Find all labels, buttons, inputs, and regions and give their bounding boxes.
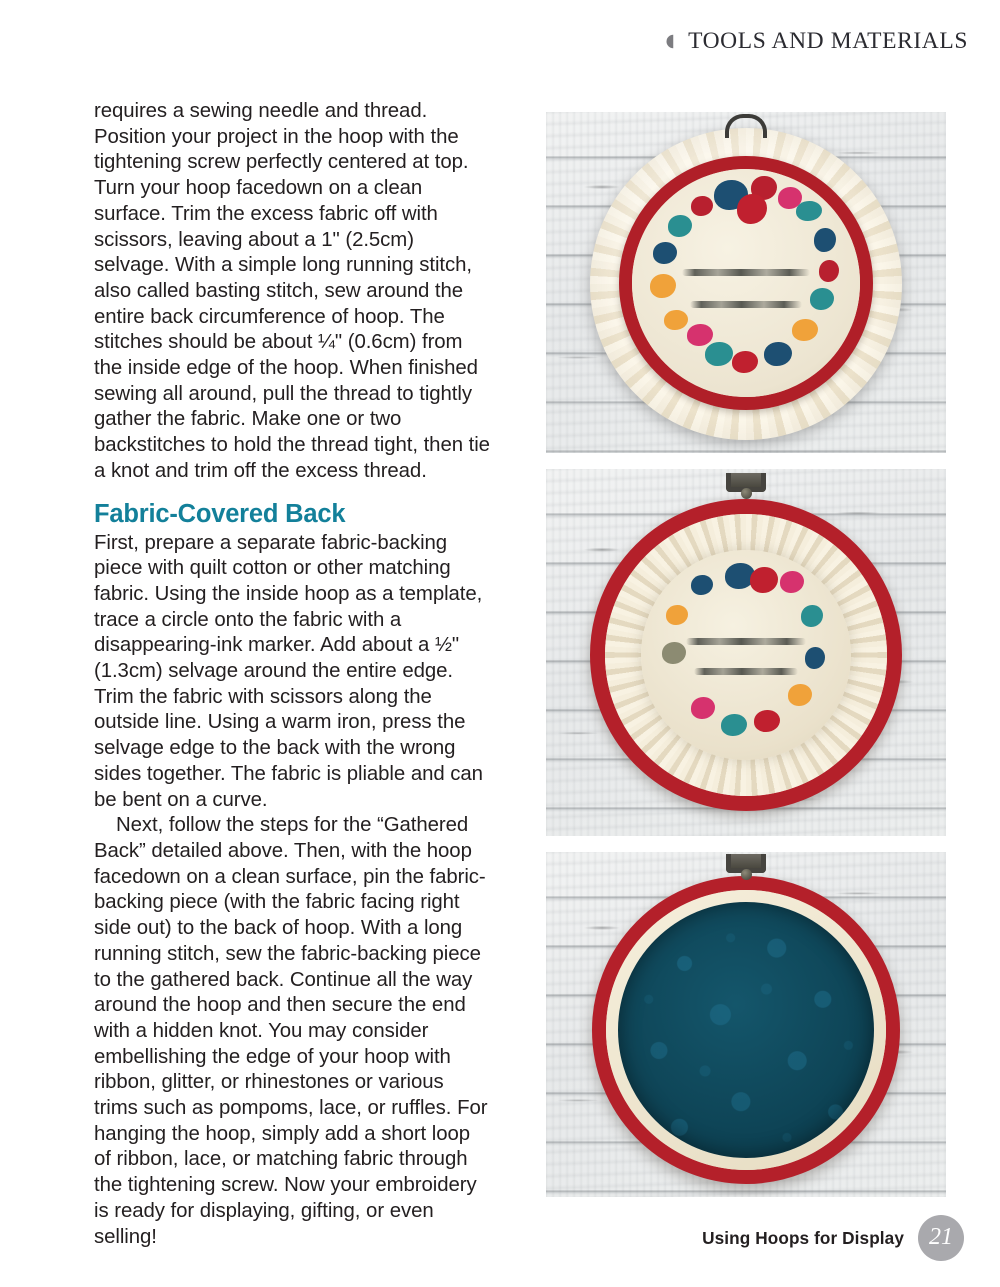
embroidery-leaf bbox=[653, 242, 677, 264]
embroidery-flower bbox=[666, 605, 688, 625]
embroidery-leaf bbox=[814, 228, 836, 252]
hoop-tightening-bracket-icon bbox=[726, 854, 766, 880]
embroidery-flower bbox=[788, 684, 812, 706]
embroidery-flower bbox=[691, 697, 715, 719]
embroidery-leaf bbox=[668, 215, 692, 237]
embroidery-leaf bbox=[691, 575, 713, 595]
body-paragraph-continued: requires a sewing needle and thread. Position your project in the hoop with the tightening screw perfectly centered at top. Turn your hoop facedown on a clean surface. Trim the excess fabric off with scissors, leaving about a 1" (2.5cm) selvage. With a simple long running stitch, also called basting stitch, sew around the entire back circumference of hoop. The stitches should be about ¼" (0.6cm) from the inside edge of the hoop. When finished sewing all around, pull the thread to tightly gather the fabric. Make one or two backstitches to hold the thread tight, then tie a knot and trim off the excess thread. bbox=[94, 100, 490, 482]
embroidery-leaf bbox=[810, 288, 834, 310]
running-head-title: TOOLS AND MATERIALS bbox=[688, 27, 968, 54]
page-footer bbox=[702, 1215, 964, 1261]
embroidered-script-line bbox=[682, 269, 810, 276]
gathered-pleated-fabric-back bbox=[605, 514, 887, 796]
footer-section-caption: Using Hoops for Display bbox=[702, 1227, 904, 1248]
article-text-column bbox=[94, 99, 490, 1250]
embroidery-flower bbox=[664, 310, 688, 330]
embroidery-flower bbox=[737, 194, 767, 224]
embroidery-flower bbox=[819, 260, 839, 282]
body-paragraph-attach-backing: Next, follow the steps for the “Gathered Back” detailed above. Then, with the hoop facedown on a clean surface, pin the fabric-backing piece (with the fabric facing right side out) to the back of hoop. With a long running stitch, sew the fabric-backing piece to the gathered back. Continue all the way around the hoop and then secure the end with a hidden knot. You may consider embellishing the edge of your hoop with ribbon, glitter, or rhinestones or various trims such as pompoms, lace, or ruffles. For hanging the hoop, simply add a short loop of ribbon, lace, or matching fabric through the tightening screw. Now your embroidery is ready for displaying, gifting, or even selling! bbox=[94, 814, 488, 1248]
embroidery-leaf bbox=[662, 642, 686, 664]
photo-gathered-back-rear-view bbox=[546, 469, 946, 836]
embroidery-leaf bbox=[796, 201, 822, 221]
photo-fabric-covered-back bbox=[546, 852, 946, 1197]
embroidered-script-line bbox=[690, 301, 802, 308]
embroidery-flower bbox=[750, 567, 778, 593]
ribbon-hanger-loop-icon bbox=[725, 114, 767, 138]
page-number: 21 bbox=[929, 1224, 953, 1250]
embroidery-flower bbox=[732, 351, 758, 373]
embroidery-flower bbox=[691, 196, 713, 216]
embroidery-leaf bbox=[805, 647, 825, 669]
embroidery-leaf bbox=[721, 714, 747, 736]
embroidery-flower bbox=[792, 319, 818, 341]
gathered-back-center-opening bbox=[641, 550, 851, 760]
embroidery-flower bbox=[754, 710, 780, 732]
photo-gathered-back-front-view bbox=[546, 112, 946, 453]
teal-floral-backing-fabric bbox=[618, 902, 874, 1158]
embroidery-leaf bbox=[764, 342, 792, 366]
embroidery-leaf bbox=[705, 342, 733, 366]
embroidery-flower bbox=[687, 324, 713, 346]
embroidery-flower bbox=[650, 274, 676, 298]
embroidered-cloth-face bbox=[632, 169, 860, 397]
hoop-tightening-bracket-icon bbox=[726, 473, 766, 499]
running-head bbox=[665, 26, 968, 56]
page-number-badge bbox=[918, 1215, 964, 1261]
section-heading-fabric-covered-back: Fabric-Covered Back bbox=[94, 499, 346, 528]
body-paragraph-prepare-backing: First, prepare a separate fabric-backing piece with quilt cotton or other matching fabric. Using the inside hoop as a template, trace a circle onto the fabric with a disappearing-ink marker. Add about a ½" (1.3cm) selvage around the entire edge. Trim the fabric with scissors along the outside line. Using a warm iron, press the selvage edge to the back with the wrong sides together. The fabric is pliable and can be bent on a curve. bbox=[94, 531, 483, 811]
embroidered-script-line bbox=[686, 638, 806, 645]
embroidered-script-line bbox=[694, 668, 798, 675]
photo-column bbox=[506, 96, 906, 1213]
embroidery-leaf bbox=[801, 605, 823, 627]
embroidery-flower bbox=[780, 571, 804, 593]
half-disc-ornament-icon bbox=[665, 34, 680, 49]
